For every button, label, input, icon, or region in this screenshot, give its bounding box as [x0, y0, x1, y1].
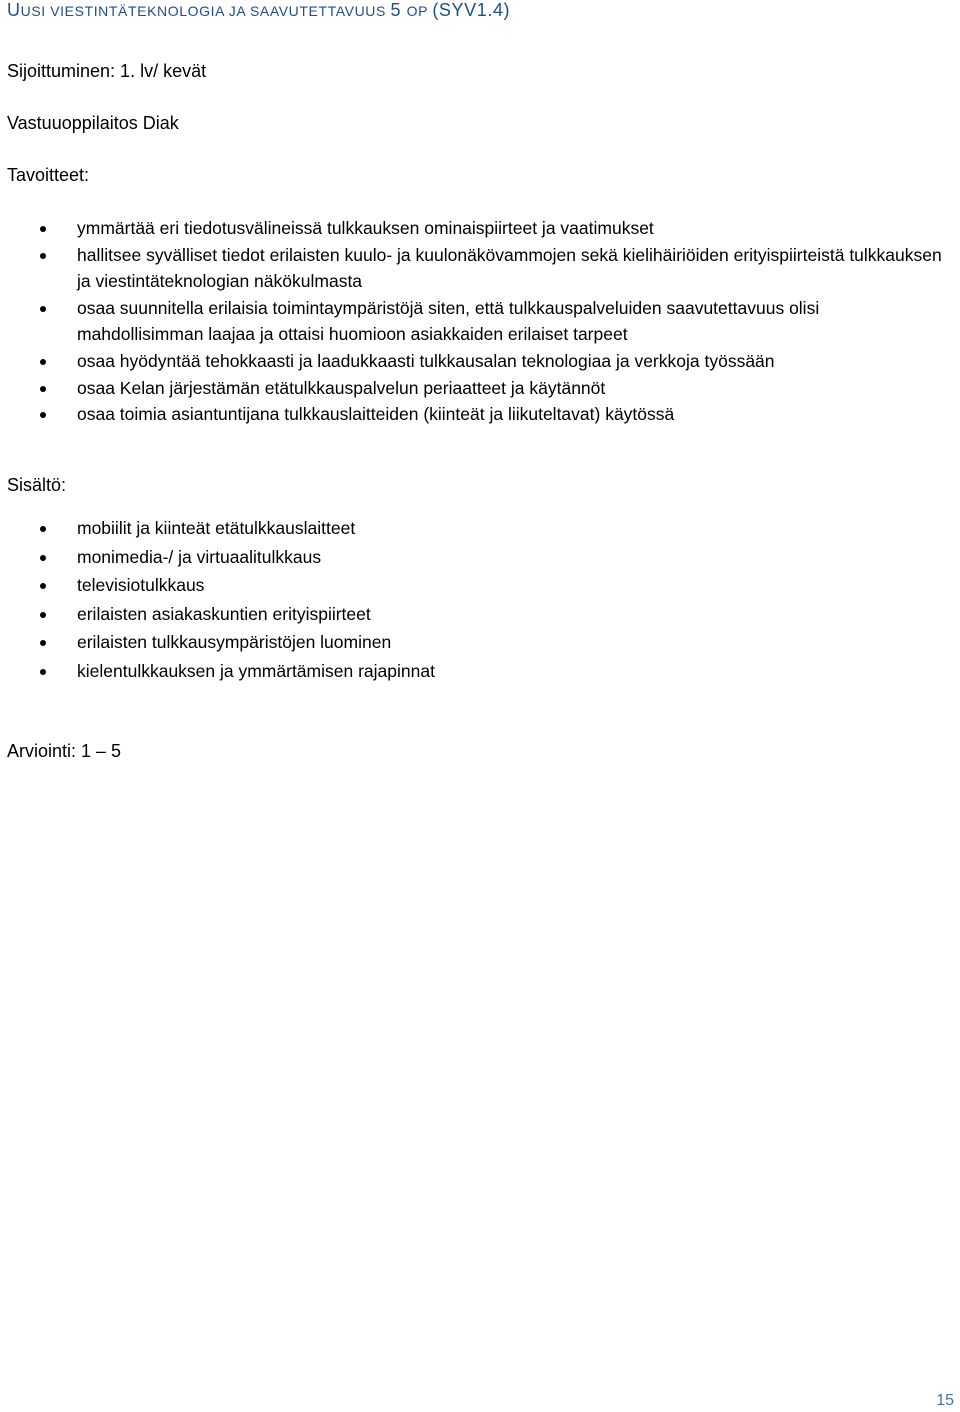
goals-label: Tavoitteet:	[7, 165, 90, 185]
content-list	[0, 514, 947, 685]
content-text: televisiotulkkaus	[77, 575, 205, 595]
goals-list	[0, 215, 947, 428]
list-item	[0, 348, 947, 375]
content-text: erilaisten asiakaskuntien erityispiirteet	[77, 603, 371, 624]
bullet-icon	[40, 526, 46, 532]
list-item	[0, 242, 947, 295]
content-text: kielentulkkauksen ja ymmärtämisen rajapinnat	[77, 660, 435, 681]
course-heading	[7, 0, 510, 21]
page-number: 15	[936, 1392, 954, 1409]
list-item	[0, 401, 947, 428]
list-item	[0, 571, 947, 600]
list-item	[0, 628, 947, 657]
bullet-icon	[40, 226, 46, 232]
heading-part: 5	[390, 0, 407, 20]
goal-text: osaa hyödyntää tehokkaasti ja laadukkaasti tulkkausalan teknologiaa ja verkkoja työssään	[77, 350, 775, 371]
bullet-icon	[40, 612, 46, 618]
content-text: erilaisten tulkkausympäristöjen luominen	[77, 632, 392, 652]
bullet-icon	[40, 306, 46, 312]
goal-text: osaa Kelan järjestämän etätulkkauspalvelun periaatteet ja käytännöt	[77, 377, 606, 398]
list-item	[0, 657, 947, 686]
goal-text: ymmärtää eri tiedotusvälineissä tulkkauksen ominaispiirteet ja vaatimukset	[77, 218, 654, 238]
content-text: monimedia-/ ja virtuaalitulkkaus	[77, 546, 322, 567]
responsible-institution: Vastuuoppilaitos Diak	[7, 113, 179, 133]
list-item	[0, 514, 947, 543]
heading-part: USI VIESTINTÄTEKNOLOGIA JA SAAVUTETTAVUUS	[20, 3, 391, 19]
bullet-icon	[40, 359, 46, 365]
content-label: Sisältö:	[7, 475, 67, 495]
goal-text: osaa suunnitella erilaisia toimintaympäristöjä siten, että tulkkauspalveluiden saavutettavuus olisi mahdollisimman laajaa ja ottaisi huomioon asiakkaiden erilaiset tarpeet	[77, 297, 820, 345]
goal-text: osaa toimia asiantuntijana tulkkauslaitteiden (kiinteät ja liikuteltavat) käytössä	[77, 404, 675, 425]
bullet-icon	[40, 583, 46, 589]
list-item	[0, 375, 947, 402]
list-item	[0, 600, 947, 629]
list-item	[0, 215, 947, 242]
bullet-icon	[40, 555, 46, 561]
bullet-icon	[40, 640, 46, 646]
bullet-icon	[40, 253, 46, 259]
heading-part: (SYV1.4)	[432, 0, 511, 20]
bullet-icon	[40, 412, 46, 418]
bullet-icon	[40, 669, 46, 675]
assessment-text: Arviointi: 1 – 5	[7, 741, 122, 761]
heading-part: OP	[406, 3, 433, 19]
bullet-icon	[40, 386, 46, 392]
list-item	[0, 295, 947, 348]
content-text: mobiilit ja kiinteät etätulkkauslaitteet	[77, 518, 356, 538]
placement-text: Sijoittuminen: 1. lv/ kevät	[7, 61, 207, 81]
heading-part: U	[7, 0, 21, 20]
list-item	[0, 543, 947, 572]
goal-text: hallitsee syvälliset tiedot erilaisten kuulo- ja kuulonäkövammojen sekä kielihäiriöiden erityispiirteistä tulkkauksen ja viestintäteknologian näkökulmasta	[77, 244, 942, 292]
